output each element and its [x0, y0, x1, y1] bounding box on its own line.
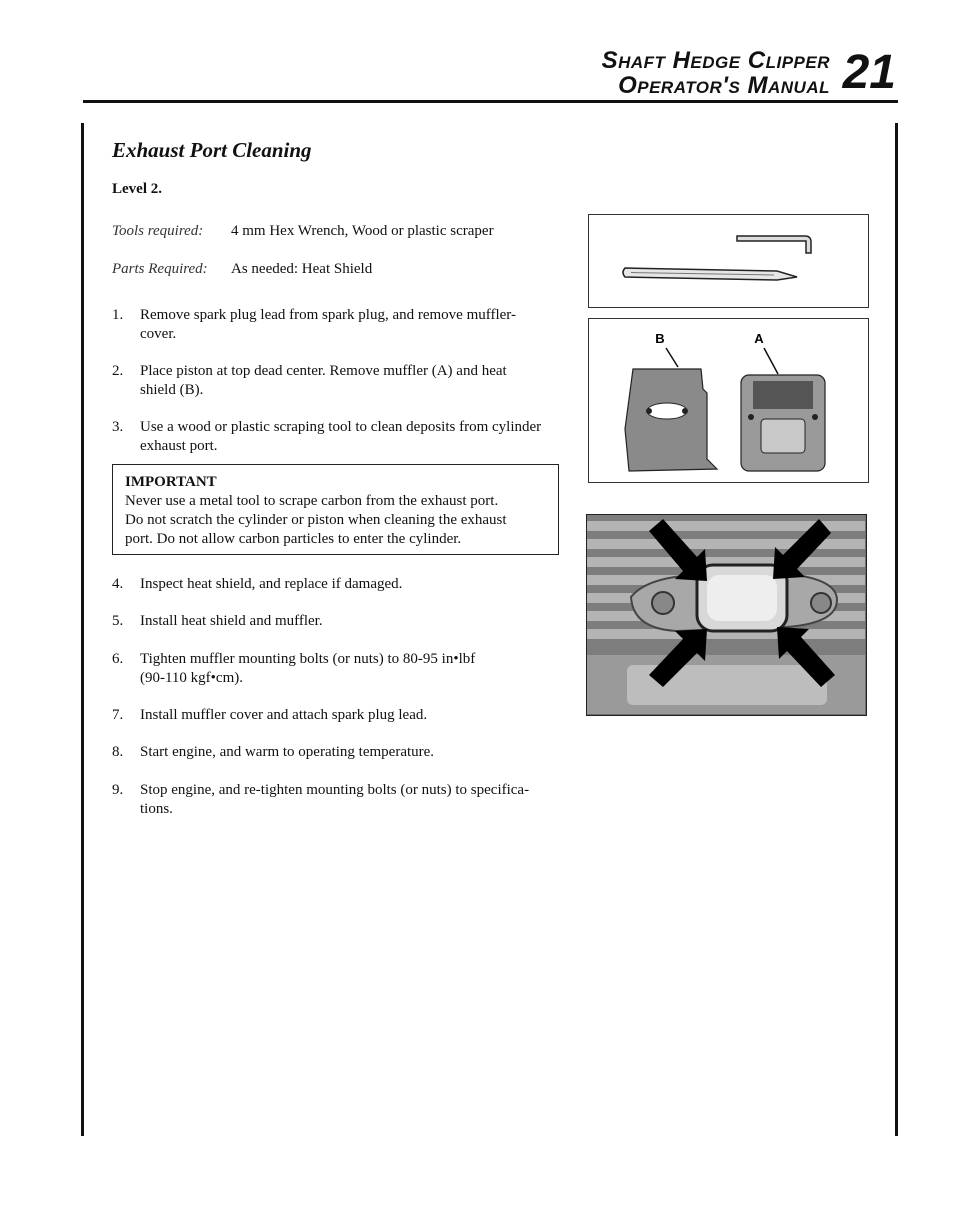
parts-value: As needed: Heat Shield	[231, 261, 373, 277]
hex-wrench-illustration	[737, 236, 811, 253]
step-2	[112, 362, 562, 400]
step-number: 9.	[112, 782, 124, 798]
step-7	[112, 706, 562, 725]
tools-label: Tools required:	[112, 223, 204, 239]
step-9	[112, 781, 562, 819]
step-text: Start engine, and warm to operating temperature.	[140, 744, 435, 760]
step-number: 7.	[112, 707, 124, 723]
step-number: 6.	[112, 651, 124, 667]
tools-value: 4 mm Hex Wrench, Wood or plastic scraper	[231, 223, 494, 239]
muffler-illustration	[741, 375, 825, 471]
step-8	[112, 743, 562, 762]
right-margin-rule	[895, 123, 898, 1136]
manual-title-line2: Operator's Manual	[618, 72, 830, 99]
important-line-2: Do not scratch the cylinder or piston when cleaning the exhaust	[125, 512, 507, 528]
page-number: 21	[842, 46, 896, 99]
important-line-3: port. Do not allow carbon particles to enter the cylinder.	[125, 531, 462, 547]
header-rule	[83, 100, 898, 103]
step-number: 2.	[112, 363, 124, 379]
step-text: Install heat shield and muffler.	[140, 613, 323, 629]
step-number: 8.	[112, 744, 124, 760]
step-number: 1.	[112, 307, 124, 323]
step-number: 5.	[112, 613, 124, 629]
step-text: Use a wood or plastic scraping tool to clean deposits from cylinder exhaust port.	[140, 419, 542, 454]
important-line-1: Never use a metal tool to scrape carbon from the exhaust port.	[125, 493, 499, 509]
step-text: Tighten muffler mounting bolts (or nuts) to 80-95 in•lbf (90-110 kgf•cm).	[140, 651, 476, 686]
scraper-illustration	[623, 268, 797, 280]
manual-title-line1: Shaft Hedge Clipper	[601, 47, 830, 74]
label-b: B	[655, 331, 665, 346]
heat-shield-illustration	[625, 369, 717, 471]
step-text: Inspect heat shield, and replace if damaged.	[140, 576, 403, 592]
step-text: Remove spark plug lead from spark plug, and remove muffler-cover.	[140, 307, 516, 342]
section-title: Exhaust Port Cleaning	[112, 138, 312, 162]
muffler-heat-shield-figure	[588, 318, 869, 483]
important-box	[112, 464, 559, 555]
step-text: Place piston at top dead center. Remove muffler (A) and heat shield (B).	[140, 363, 507, 398]
step-4	[112, 575, 562, 594]
step-5	[112, 612, 562, 631]
label-a: A	[754, 331, 764, 346]
manual-title	[602, 48, 830, 98]
step-text: Install muffler cover and attach spark plug lead.	[140, 707, 428, 723]
important-heading: IMPORTANT	[125, 474, 217, 490]
step-6	[112, 650, 562, 688]
step-number: 4.	[112, 576, 124, 592]
step-1	[112, 306, 562, 344]
parts-label: Parts Required:	[112, 261, 208, 277]
step-text: Stop engine, and re-tighten mounting bolts (or nuts) to specifica-tions.	[140, 782, 530, 817]
level-label: Level 2.	[112, 181, 162, 197]
step-number: 3.	[112, 419, 124, 435]
step-3	[112, 418, 562, 456]
tools-figure	[588, 214, 869, 308]
exhaust-port-photo	[586, 514, 867, 716]
left-margin-rule	[81, 123, 84, 1136]
